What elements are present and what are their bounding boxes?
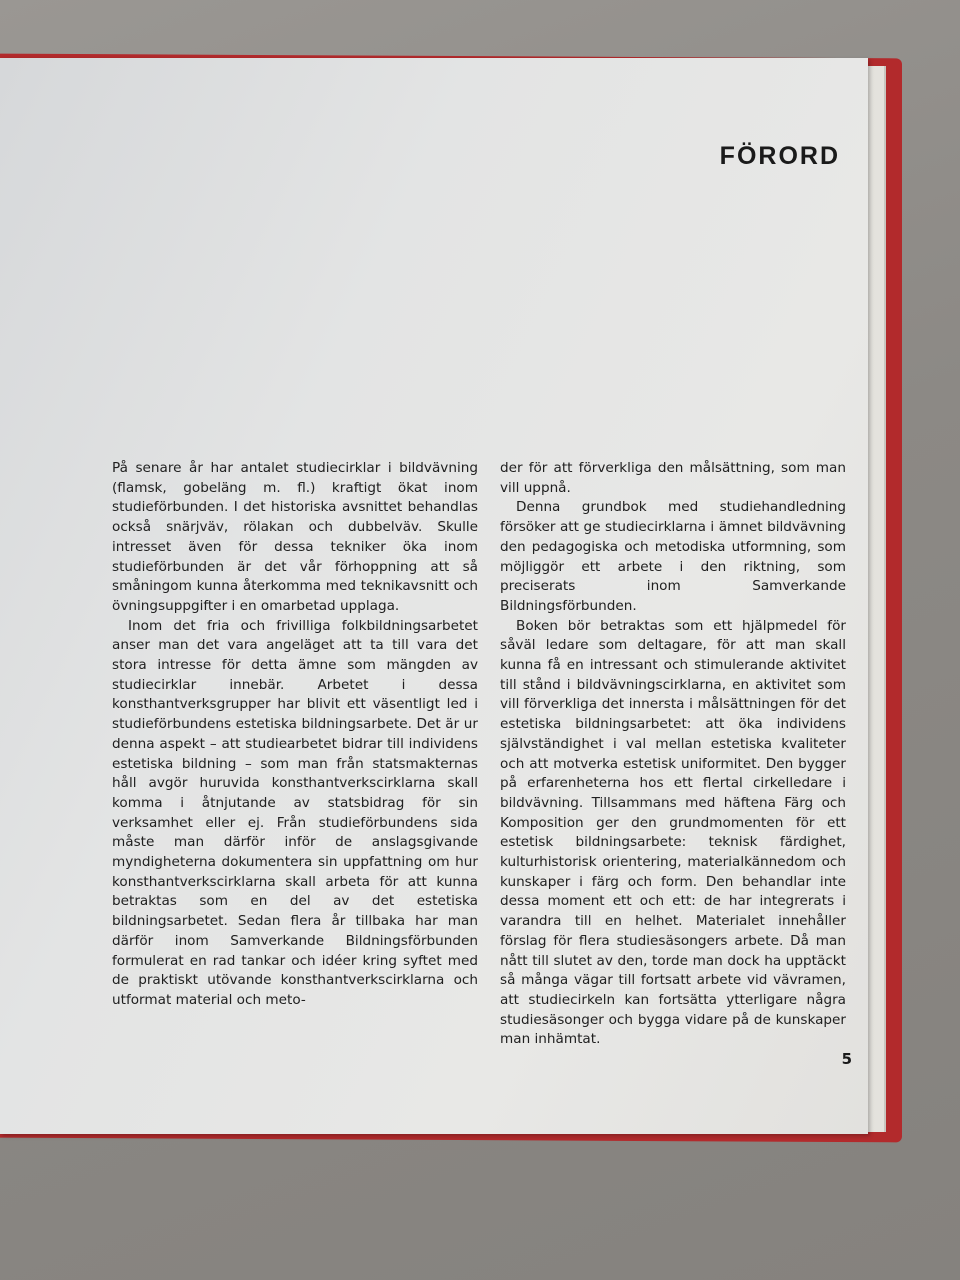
paragraph: På senare år har antalet studiecirklar i bildvävning (flamsk, gobeläng m. fl.) kraftigt ökat inom studieförbunden. I det historiska avsnittet behandlas också snärjväv, rölakan och dubbelväv. Skulle intresset även för dessa tekniker öka inom studieförbunden är det vår förhoppning att så småningom kunna återkomma med teknikavsnitt och övningsuppgifter i en omarbetad upplaga. [112,460,478,614]
left-text-column [112,459,478,1011]
page-number: 5 [841,1050,852,1068]
right-text-column [500,459,846,1050]
paragraph: Inom det fria och frivilliga folkbildningsarbetet anser man det vara angeläget att ta till vara det stora intresse för detta ämne som mängden av studiecirklar innebär. Arbetet i dessa konsthantverksgrupper har blivit ett väsentligt led i studieförbundens estetiska bildningsarbete. Det är ur denna aspekt – att studiearbetet bidrar till individens estetiska bildning – som man från statsmakternas håll avgör huruvida konsthantverkscirklarna skall komma i åtnjutande av statsbidrag för sin verksamhet eller ej. Från studieförbundens sida måste man därför inför de anslagsgivande myndigheterna dokumentera sin uppfattning om hur konsthantverkscirklarna skall arbeta för att kunna betraktas som en del av det estetiska bildningsarbetet. Sedan flera år tillbaka har man därför inom Samverkande Bildningsförbunden formulerat en rad tankar och idéer kring syftet med de praktiskt utövande konsthantverkscirklarna och utformat material och meto- [112,617,478,1008]
paragraph: Denna grundbok med studiehandledning försöker att ge studiecirklarna i ämnet bildvävning den pedagogiska och metodiska utformning, som möjliggör ett arbete i den riktning, som preciserats inom Samverkande Bildningsförbunden. [500,499,846,614]
paragraph: Boken bör betraktas som ett hjälpmedel för såväl ledare som deltagare, för att man skall kunna få en intressant och stimulerande aktivitet till stånd i bildvävningscirklarna, en aktivitet som vill förverkliga det innersta i målsättningen för det estetiska bildningsarbetet: att öka individens självständighet i val mellan estetiska kvaliteter och att motverka estetisk uniformitet. Den bygger på erfarenheterna hos ett flertal cirkelledare i bildvävning. Tillsammans med häftena Färg och Komposition ger den grundmomenten för ett estetisk bildningsarbete: teknisk färdighet, kulturhistorisk orientering, materialkännedom och kunskaper i färg och form. Den behandlar inte dessa moment ett och ett: de har integrerats i varandra till en helhet. Materialet innehåller förslag för flera studiesäsongers arbete. Då man nått till slutet av den, torde man dock ha upptäckt så många vägar till fortsatt arbete vid vävramen, att studiecirkeln kan fortsätta ytterligare några studiesäsonger och bygga vidare på de kunskaper man inhämtat. [500,617,846,1048]
page-title: FÖRORD [719,142,840,170]
paragraph: der för att förverkliga den målsättning, som man vill uppnå. [500,460,846,496]
